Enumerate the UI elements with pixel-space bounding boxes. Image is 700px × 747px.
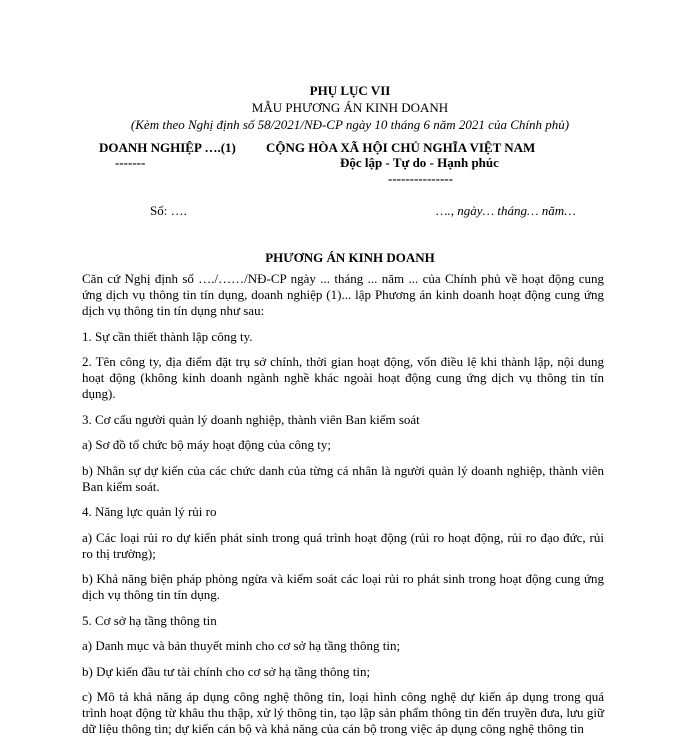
document-number: Số: …. — [150, 203, 187, 218]
paragraph: a) Các loại rủi ro dự kiến phát sinh trong quá trình hoạt động (rủi ro hoạt động, rủi ro đạo đức, rủi ro thị trường); — [82, 529, 604, 561]
paragraph: Căn cứ Nghị định số …./……/NĐ-CP ngày ... tháng ... năm ... của Chính phủ về hoạt động cung ứng dịch vụ thông tin tín dụng, doanh nghiệp (1)... lập Phương án kinh doanh hoạt động cung ứng dịch vụ thông tin tín dụng như sau: — [82, 271, 604, 318]
paragraph: 5. Cơ sở hạ tầng thông tin — [82, 612, 217, 628]
paragraph: 2. Tên công ty, địa điểm đặt trụ sở chính, thời gian hoạt động, vốn điều lệ khi thành lập, nội dung hoạt động (không kinh doanh ngành nghề khác ngoài hoạt động cung ứng dịch vụ thông tin tín dụng). — [82, 354, 604, 401]
company-divider: ------- — [115, 155, 146, 170]
paragraph: b) Dự kiến đầu tư tài chính cho cơ sở hạ tầng thông tin; — [82, 663, 371, 679]
document-body — [82, 271, 604, 747]
paragraph: b) Khả năng biện pháp phòng ngừa và kiểm soát các loại rủi ro phát sinh trong hoạt động cung ứng dịch vụ thông tin tín dụng. — [82, 571, 604, 602]
nation-title: CỘNG HÒA XÃ HỘI CHỦ NGHĨA VIỆT NAM — [266, 140, 536, 155]
attached-note: (Kèm theo Nghị định số 58/2021/NĐ-CP ngày 10 tháng 6 năm 2021 của Chính phủ) — [130, 117, 570, 132]
document-title: PHƯƠNG ÁN KINH DOANH — [265, 250, 435, 265]
paragraph: 3. Cơ cấu người quản lý doanh nghiệp, thành viên Ban kiểm soát — [82, 411, 420, 427]
paragraph: a) Danh mục và bản thuyết minh cho cơ sở hạ tầng thông tin; — [82, 638, 401, 653]
form-title: MẪU PHƯƠNG ÁN KINH DOANH — [251, 100, 449, 115]
paragraph: 1. Sự cần thiết thành lập công ty. — [82, 328, 253, 344]
document-date: …., ngày… tháng… năm… — [436, 203, 576, 218]
paragraph: c) Mô tả khả năng áp dụng công nghệ thông tin, loại hình công nghệ dự kiến áp dụng trong quá trình hoạt động từ khâu thu thập, xử lý thông tin, tạo lập sản phẩm thông tin đến truyền đưa, lưu giữ dữ liệu thông tin; dự kiến cán bộ và khả năng của cán bộ trong việc áp dụng công nghệ thông tin — [82, 689, 604, 736]
paragraph: 4. Năng lực quản lý rủi ro — [82, 504, 217, 519]
motto: Độc lập - Tự do - Hạnh phúc — [340, 155, 499, 170]
motto-divider: --------------- — [388, 171, 453, 186]
paragraph: b) Nhân sự dự kiến của các chức danh của từng cá nhân là người quản lý doanh nghiệp, thành viên Ban kiểm soát. — [82, 462, 604, 494]
company-name: DOANH NGHIỆP ….(1) — [99, 140, 236, 155]
paragraph: a) Sơ đồ tổ chức bộ máy hoạt động của công ty; — [82, 437, 331, 452]
appendix-label: PHỤ LỤC VII — [309, 83, 391, 98]
